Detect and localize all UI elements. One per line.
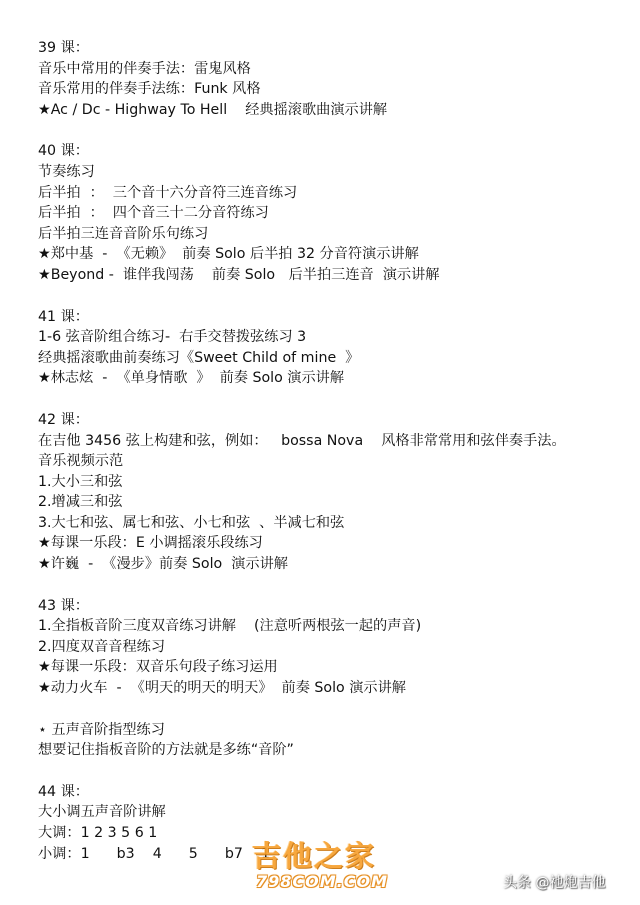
pentatonic-note-heading: ⋆ 五声音阶指型练习 [38, 721, 165, 738]
lesson-42-line: 音乐视频示范 [38, 453, 124, 470]
watermark-logo: 吉他之家 [252, 839, 377, 873]
lesson-41-line: 1-6 弦音阶组合练习- 右手交替拨弦练习 3 [38, 329, 307, 346]
lesson-41-heading: 41 课： [38, 308, 89, 325]
lesson-40-line: 后半拍 ： 三个音十六分音符三连音练习 [38, 184, 298, 201]
lesson-42-line: 3.大七和弦、属七和弦、小七和弦 、半减七和弦 [38, 514, 345, 531]
lesson-40-line: 后半拍 ： 四个音三十二分音符练习 [38, 205, 269, 222]
lesson-40-heading: 40 课： [38, 143, 89, 160]
lesson-41-line: ★林志炫 - 《单身情歌 》 前奏 Solo 演示讲解 [38, 370, 345, 387]
lesson-42-line: ★每课一乐段：E 小调摇滚乐段练习 [38, 535, 263, 552]
lesson-39-line: 音乐常用的伴奏手法练：Funk 风格 [38, 81, 261, 98]
lesson-41-line: 经典摇滚歌曲前奏练习《Sweet Child of mine 》 [38, 349, 360, 366]
lesson-39-line: ★Ac / Dc - Highway To Hell 经典摇滚歌曲演示讲解 [38, 101, 388, 118]
watermark-source: 头条 @祂炮吉他 [503, 875, 606, 891]
lesson-44-line: 小调：1 b3 4 5 b7 1 [38, 845, 270, 862]
lesson-43-line: ★每课一乐段：双音乐句段子练习运用 [38, 659, 278, 676]
lesson-43-line: ★动力火车 - 《明天的明天的明天》 前奏 Solo 演示讲解 [38, 680, 406, 697]
lesson-40-section [38, 141, 618, 285]
lesson-43-section [38, 596, 618, 699]
pentatonic-note-line: 想要记住指板音阶的方法就是多练“音阶” [38, 742, 294, 759]
lesson-42-line: ★许巍 - 《漫步》前奏 Solo 演示讲解 [38, 556, 288, 573]
lesson-42-section [38, 410, 618, 575]
lesson-42-line: 1.大小三和弦 [38, 473, 123, 490]
document-body [38, 38, 618, 885]
lesson-39-heading: 39 课： [38, 40, 89, 56]
lesson-40-line: 节奏练习 [38, 163, 95, 180]
lesson-39-section [38, 38, 618, 120]
watermark-domain: 798COM.COM [256, 872, 389, 891]
lesson-44-line: 大小调五声音阶讲解 [38, 804, 166, 821]
lesson-40-line: ★Beyond - 谁伴我闯荡 前奏 Solo 后半拍三连音 演示讲解 [38, 266, 440, 283]
lesson-42-heading: 42 课： [38, 411, 89, 428]
lesson-44-line: 大调：1 2 3 5 6 1 [38, 825, 158, 841]
pentatonic-note-section [38, 720, 618, 761]
lesson-42-line: 在吉他 3456 弦上构建和弦，例如： bossa Nova 风格非常常用和弦伴奏手法。 [38, 432, 566, 449]
lesson-43-line: 2.四度双音音程练习 [38, 638, 166, 655]
lesson-43-heading: 43 课： [38, 597, 89, 614]
lesson-43-line: 1.全指板音阶三度双音练习讲解 (注意听两根弦一起的声音) [38, 618, 422, 635]
lesson-44-heading: 44 课： [38, 783, 89, 800]
lesson-40-line: ★郑中基 - 《无赖》 前奏 Solo 后半拍 32 分音符演示讲解 [38, 246, 419, 263]
lesson-40-line: 后半拍三连音音阶乐句练习 [38, 225, 209, 242]
lesson-42-line: 2.增减三和弦 [38, 494, 123, 511]
lesson-41-section [38, 307, 618, 389]
lesson-39-line: 音乐中常用的伴奏手法：雷鬼风格 [38, 60, 251, 77]
